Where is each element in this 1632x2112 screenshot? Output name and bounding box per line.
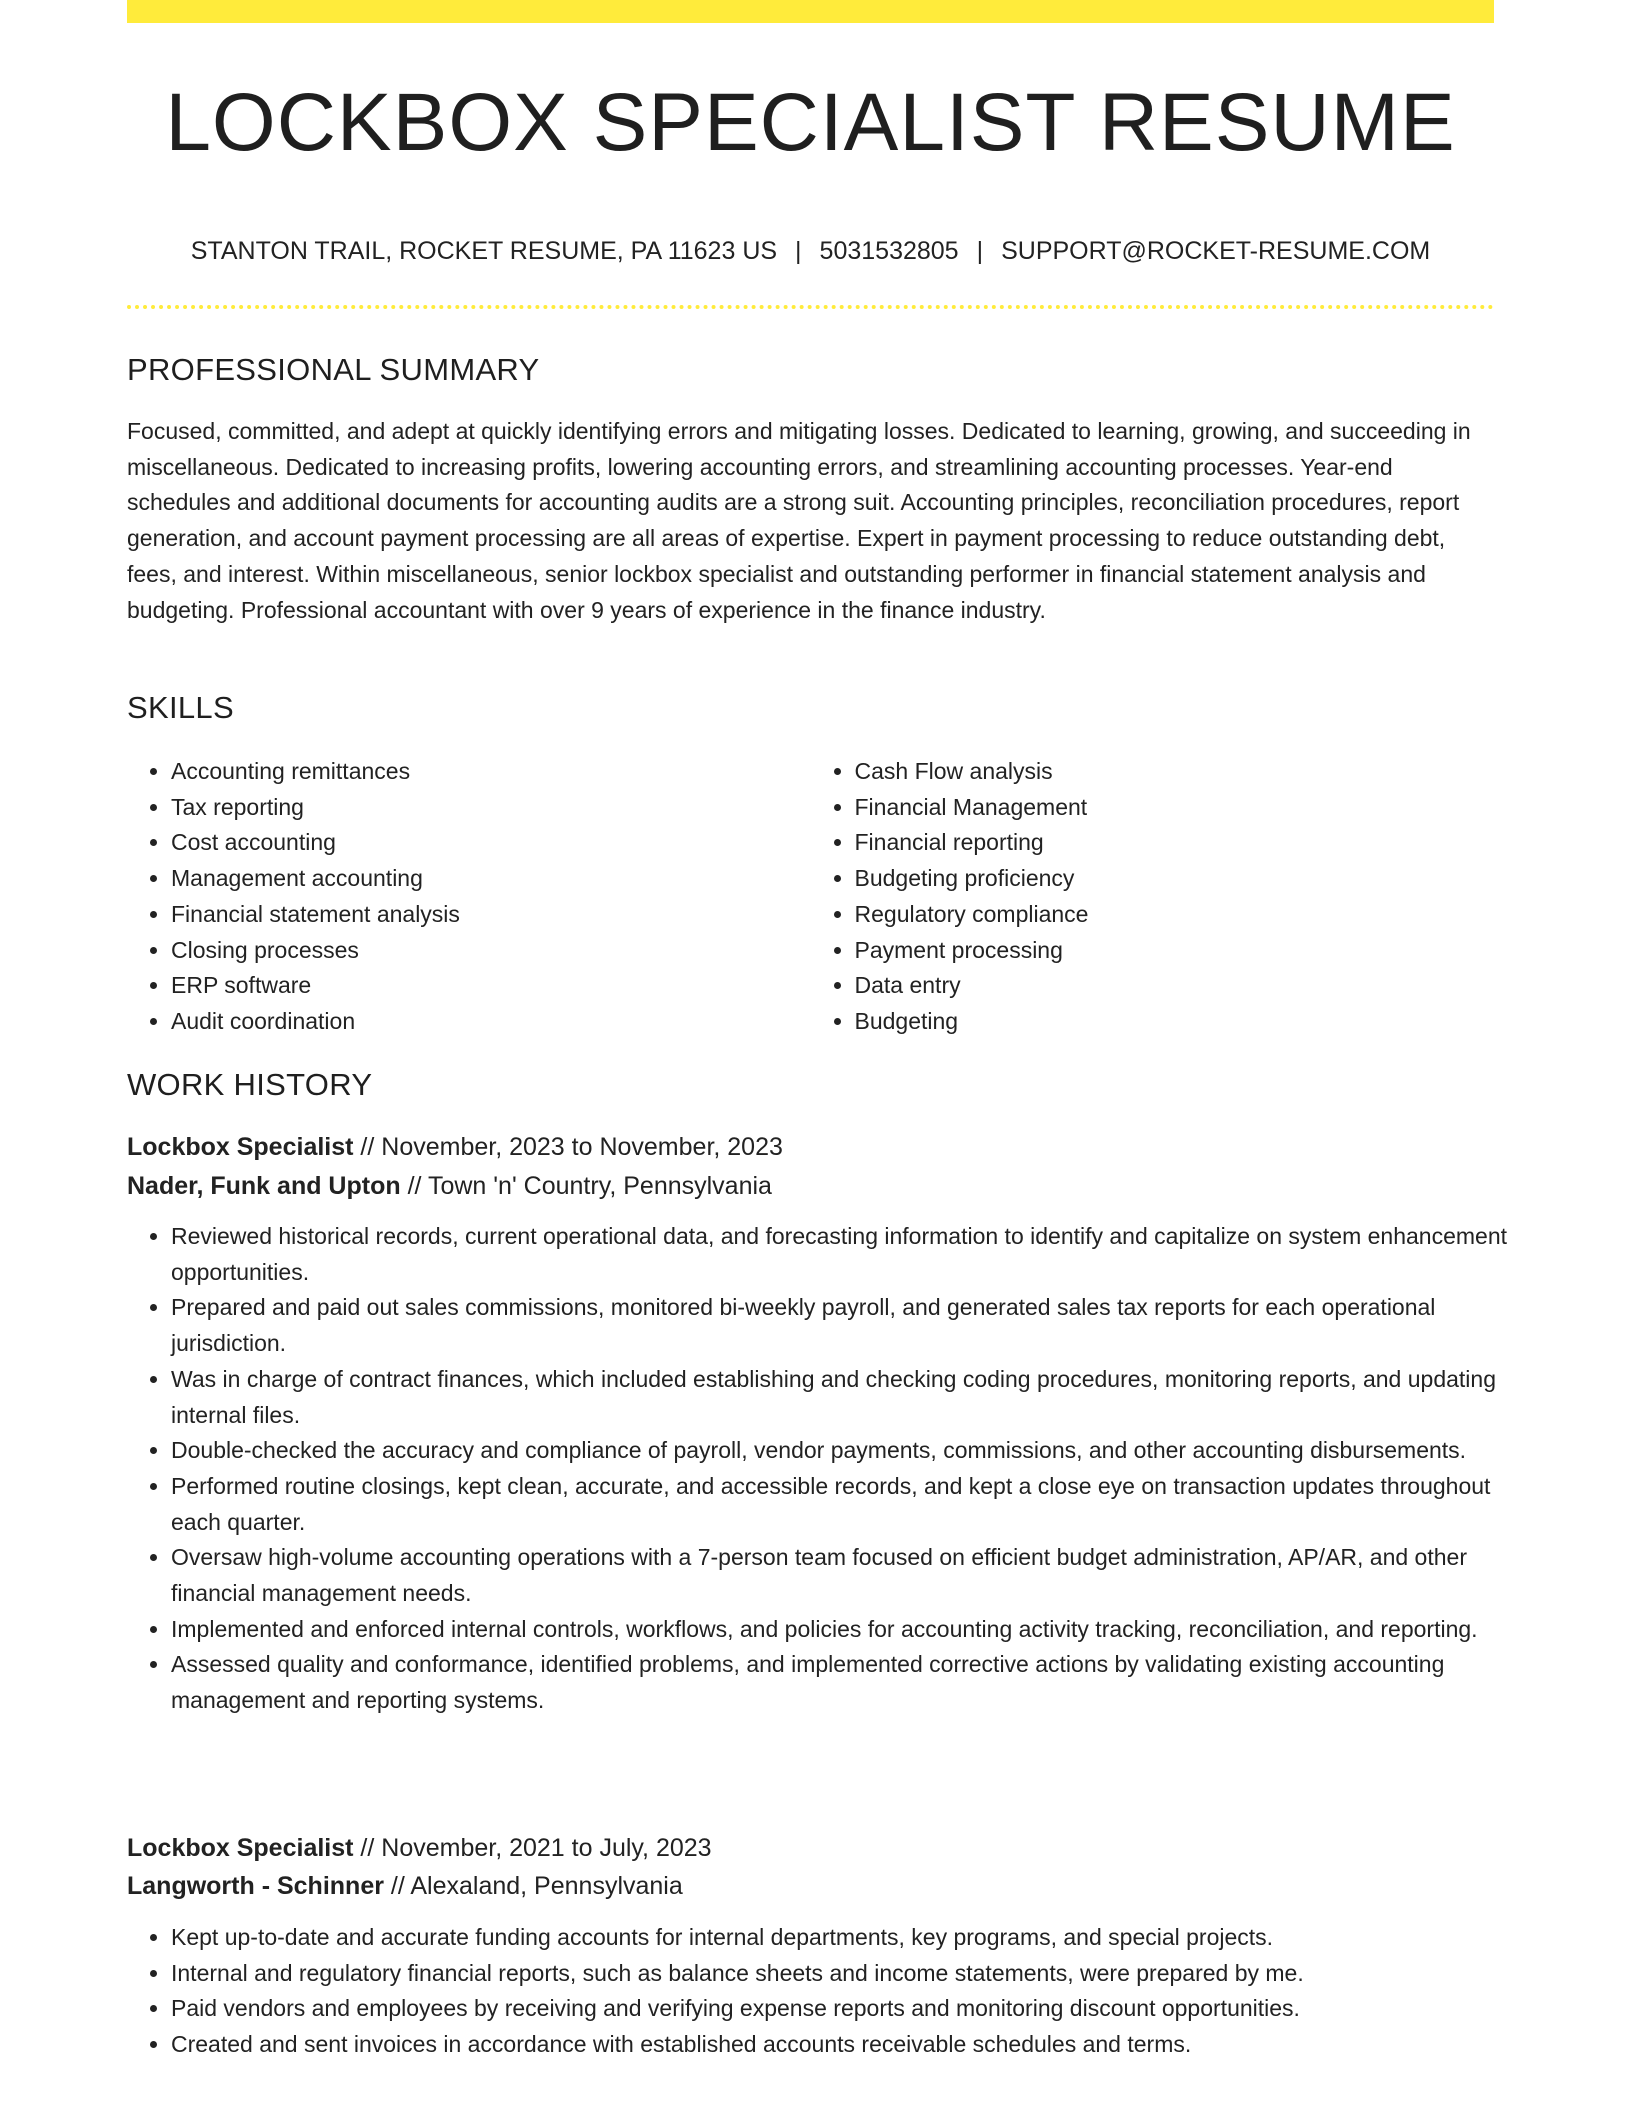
duty-item: • Reviewed historical records, current operational data, and forecasting information to identify and capitalize on system enhancement opportunities. — [171, 1219, 1538, 1290]
company-location: // Town 'n' Country, Pennsylvania — [407, 1172, 772, 1200]
duty-item: • Implemented and enforced internal controls, workflows, and policies for accounting activity tracking, reconciliation, and reporting. — [171, 1612, 1538, 1648]
job-title: Lockbox Specialist — [127, 1834, 354, 1862]
skill-item: • Financial reporting — [855, 825, 1495, 861]
skill-item: • Accounting remittances — [171, 754, 811, 790]
skill-item: • Budgeting — [855, 1004, 1495, 1040]
skills-heading: SKILLS — [127, 690, 234, 725]
skill-item: • Payment processing — [855, 933, 1495, 969]
top-accent-bar — [127, 0, 1494, 23]
skill-item: • Data entry — [855, 968, 1495, 1004]
job-company-line — [127, 1871, 683, 1901]
page-title: LOCKBOX SPECIALIST RESUME — [165, 77, 1456, 168]
phone: 5031532805 — [819, 237, 959, 265]
duty-item: • Performed routine closings, kept clean, accurate, and accessible records, and kept a close eye on transaction updates throughout each quarter. — [171, 1469, 1538, 1540]
skill-item: • Regulatory compliance — [855, 897, 1495, 933]
duty-item: • Assessed quality and conformance, identified problems, and implemented corrective actions by validating existing accounting management and reporting systems. — [171, 1647, 1538, 1718]
job-dates: // November, 2021 to July, 2023 — [360, 1834, 712, 1862]
skill-item: • Financial statement analysis — [171, 897, 811, 933]
job-duties-list — [127, 1920, 1538, 2063]
contact-line — [127, 236, 1494, 266]
skill-item: • Tax reporting — [171, 790, 811, 826]
company-name: Nader, Funk and Upton — [127, 1172, 401, 1200]
duty-item: • Was in charge of contract finances, which included establishing and checking coding procedures, monitoring reports, and updating internal files. — [171, 1362, 1538, 1433]
duty-item: • Paid vendors and employees by receiving and verifying expense reports and monitoring discount opportunities. — [171, 1991, 1538, 2027]
job-company-line — [127, 1171, 772, 1201]
skills-column-right — [811, 754, 1495, 1040]
duty-item: • Internal and regulatory financial reports, such as balance sheets and income statements, were prepared by me. — [171, 1956, 1538, 1992]
contact-separator: | — [976, 237, 984, 265]
job-title: Lockbox Specialist — [127, 1133, 354, 1161]
skill-item: • Closing processes — [171, 933, 811, 969]
skill-item: • Cost accounting — [171, 825, 811, 861]
duty-item: • Oversaw high-volume accounting operations with a 7-person team focused on efficient budget administration, AP/AR, and other financial management needs. — [171, 1540, 1538, 1611]
skills-list — [127, 754, 1494, 1040]
skill-item: • Management accounting — [171, 861, 811, 897]
skill-item: • Financial Management — [855, 790, 1495, 826]
job-title-line — [127, 1132, 783, 1162]
work-history-heading: WORK HISTORY — [127, 1067, 373, 1102]
skill-item: • Cash Flow analysis — [855, 754, 1495, 790]
skills-column-left — [127, 754, 811, 1040]
job-dates: // November, 2023 to November, 2023 — [360, 1133, 783, 1161]
summary-text: Focused, committed, and adept at quickly identifying errors and mitigating losses. Dedicated to learning, growing, and succeeding in miscellaneous. Dedicated to increasing profits, lowering accounting errors, and streamlining accounting processes. Year-end schedules and additional documents for accounting audits are a strong suit. Accounting principles, reconciliation procedures, report generation, and account payment processing are all areas of expertise. Expert in payment processing to reduce outstanding debt, fees, and interest. Within miscellaneous, senior lockbox specialist and outstanding performer in financial statement analysis and budgeting. Professional accountant with over 9 years of experience in the finance industry. — [127, 418, 1471, 623]
dotted-divider — [127, 305, 1494, 309]
contact-separator: | — [795, 237, 802, 265]
duty-item: • Double-checked the accuracy and compliance of payroll, vendor payments, commissions, and other accounting disbursements. — [171, 1433, 1538, 1469]
duty-item: • Prepared and paid out sales commissions, monitored bi-weekly payroll, and generated sales tax reports for each operational jurisdiction. — [171, 1290, 1538, 1361]
address: STANTON TRAIL, ROCKET RESUME, PA 11623 US — [190, 237, 778, 265]
duty-item: • Created and sent invoices in accordance with established accounts receivable schedules and terms. — [171, 2027, 1538, 2063]
email: SUPPORT@ROCKET-RESUME.COM — [1001, 237, 1431, 265]
skill-item: • Budgeting proficiency — [855, 861, 1495, 897]
skill-item: • Audit coordination — [171, 1004, 811, 1040]
company-name: Langworth - Schinner — [127, 1872, 384, 1900]
summary-heading: PROFESSIONAL SUMMARY — [127, 352, 540, 387]
job-title-line — [127, 1833, 712, 1863]
company-location: // Alexaland, Pennsylvania — [390, 1872, 683, 1900]
skill-item: • ERP software — [171, 968, 811, 1004]
job-duties-list — [127, 1219, 1538, 1719]
duty-item: • Kept up-to-date and accurate funding accounts for internal departments, key programs, and special projects. — [171, 1920, 1538, 1956]
